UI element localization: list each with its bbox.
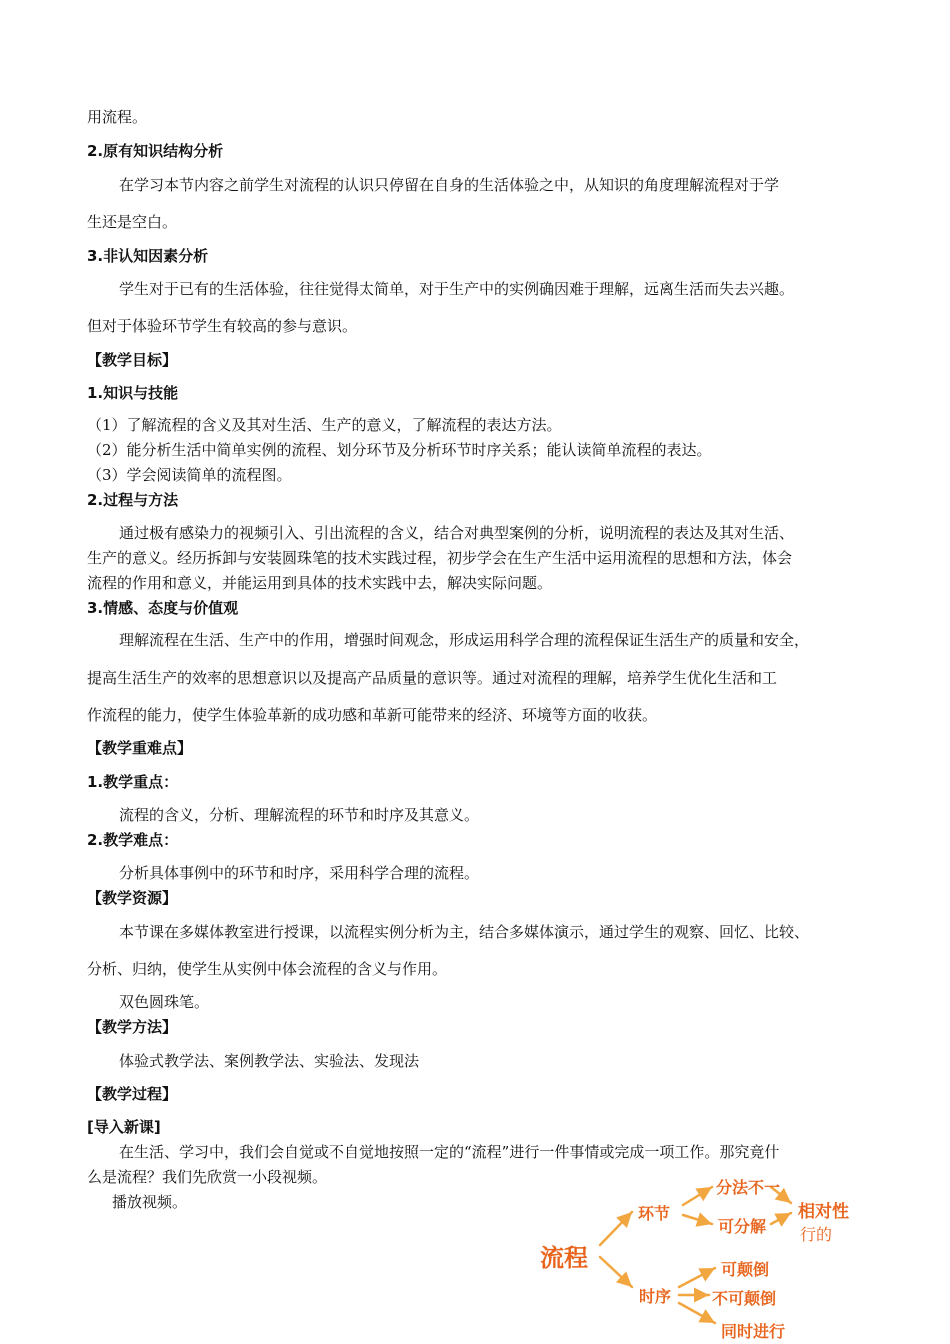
list-item: （3）学会阅读简单的流程图。 xyxy=(87,466,292,484)
paragraph-line: 学生对于已有的生活体验，往往觉得太简单，对于生产中的实例确因难于理解，远离生活而失去兴趣。 xyxy=(119,280,795,298)
paragraph-line: 么是流程？我们先欣赏一小段视频。 xyxy=(87,1168,328,1186)
paragraph-line: 体验式教学法、案例教学法、实验法、发现法 xyxy=(119,1052,420,1070)
diagram-result: 相对性 xyxy=(798,1202,849,1222)
list-item: （2）能分析生活中简单实例的流程、划分环节及分析环节时序关系；能认读简单流程的表达。 xyxy=(87,441,712,459)
paragraph-line: 但对于体验环节学生有较高的参与意识。 xyxy=(87,317,358,335)
arrow-link-to-item1 xyxy=(683,1187,712,1205)
section-heading: 1.知识与技能 xyxy=(87,384,179,402)
section-heading: 3.情感、态度与价值观 xyxy=(87,599,239,617)
paragraph-line: 通过极有感染力的视频引入、引出流程的含义，结合对典型案例的分析，说明流程的表达及其对生活、 xyxy=(119,524,795,542)
paragraph-line: 在生活、学习中，我们会自觉或不自觉地按照一定的“流程”进行一件事情或完成一项工作。那究竟什 xyxy=(119,1143,780,1161)
diagram-item: 不可颠倒 xyxy=(712,1289,777,1308)
section-heading: 3.非认知因素分析 xyxy=(87,247,209,265)
paragraph-line: 在学习本节内容之前学生对流程的认识只停留在自身的生活体验之中，从知识的角度理解流程对于学 xyxy=(119,176,780,194)
paragraph-line: 生产的意义。经历拆卸与安装圆珠笔的技术实践过程，初步学会在生产生活中运用流程的思想和方法，体会 xyxy=(87,549,793,567)
section-heading: 2.原有知识结构分析 xyxy=(87,142,224,160)
paragraph-line: 提高生活生产的效率的思想意识以及提高产品质量的意识等。通过对流程的理解，培养学生优化生活和工 xyxy=(87,669,778,687)
flow-concept-diagram xyxy=(525,1165,855,1344)
diagram-branch-sequence: 时序 xyxy=(639,1287,672,1306)
paragraph-line: 生还是空白。 xyxy=(87,213,178,231)
arrow-seq-to-item1 xyxy=(679,1268,715,1287)
section-title: 【教学重难点】 xyxy=(87,739,193,757)
paragraph-line: 流程的作用和意义，并能运用到具体的技术实践中去，解决实际问题。 xyxy=(87,574,553,592)
arrow-link-to-item2 xyxy=(683,1215,712,1224)
paragraph-line: 流程的含义，分析、理解流程的环节和时序及其意义。 xyxy=(119,806,480,824)
diagram-branch-link: 环节 xyxy=(638,1204,671,1223)
diagram-item: 可颠倒 xyxy=(721,1260,770,1279)
section-title: 【教学目标】 xyxy=(87,351,178,369)
section-title: 【教学方法】 xyxy=(87,1018,178,1036)
arrow-root-to-sequence xyxy=(600,1257,632,1287)
paragraph-line: 双色圆珠笔。 xyxy=(119,993,210,1011)
section-heading: 2.教学难点： xyxy=(87,831,179,849)
section-heading: 1.教学重点： xyxy=(87,773,179,791)
section-heading: 2.过程与方法 xyxy=(87,491,179,509)
list-item: （1）了解流程的含义及其对生活、生产的意义，了解流程的表达方法。 xyxy=(87,416,562,434)
diagram-root-label: 流程 xyxy=(540,1244,588,1272)
paragraph-tail: 用流程。 xyxy=(87,108,148,126)
arrow-item2-to-result xyxy=(771,1213,791,1224)
arrow-seq-to-item3 xyxy=(679,1303,715,1323)
diagram-item: 分法不一 xyxy=(716,1178,781,1197)
section-title: 【教学过程】 xyxy=(87,1085,178,1103)
paragraph-line: 理解流程在生活、生产中的作用，增强时间观念，形成运用科学合理的流程保证生活生产的质量和安全， xyxy=(119,631,810,649)
paragraph-line: 播放视频。 xyxy=(112,1193,188,1211)
paragraph-line: 本节课在多媒体教室进行授课，以流程实例分析为主，结合多媒体演示，通过学生的观察、回忆、比较、 xyxy=(119,923,810,941)
section-title: 【教学资源】 xyxy=(87,889,178,907)
diagram-item: 可分解 xyxy=(718,1217,767,1236)
subsection-title: [导入新课] xyxy=(87,1118,161,1136)
paragraph-line: 分析、归纳，使学生从实例中体会流程的含义与作用。 xyxy=(87,960,448,978)
paragraph-line: 作流程的能力，使学生体验革新的成功感和革新可能带来的经济、环境等方面的收获。 xyxy=(87,706,658,724)
diagram-item: 同时进行 xyxy=(721,1322,786,1341)
paragraph-line: 分析具体事例中的环节和时序，采用科学合理的流程。 xyxy=(119,864,480,882)
arrow-root-to-link xyxy=(600,1212,632,1245)
diagram-result: 行的 xyxy=(800,1225,833,1244)
